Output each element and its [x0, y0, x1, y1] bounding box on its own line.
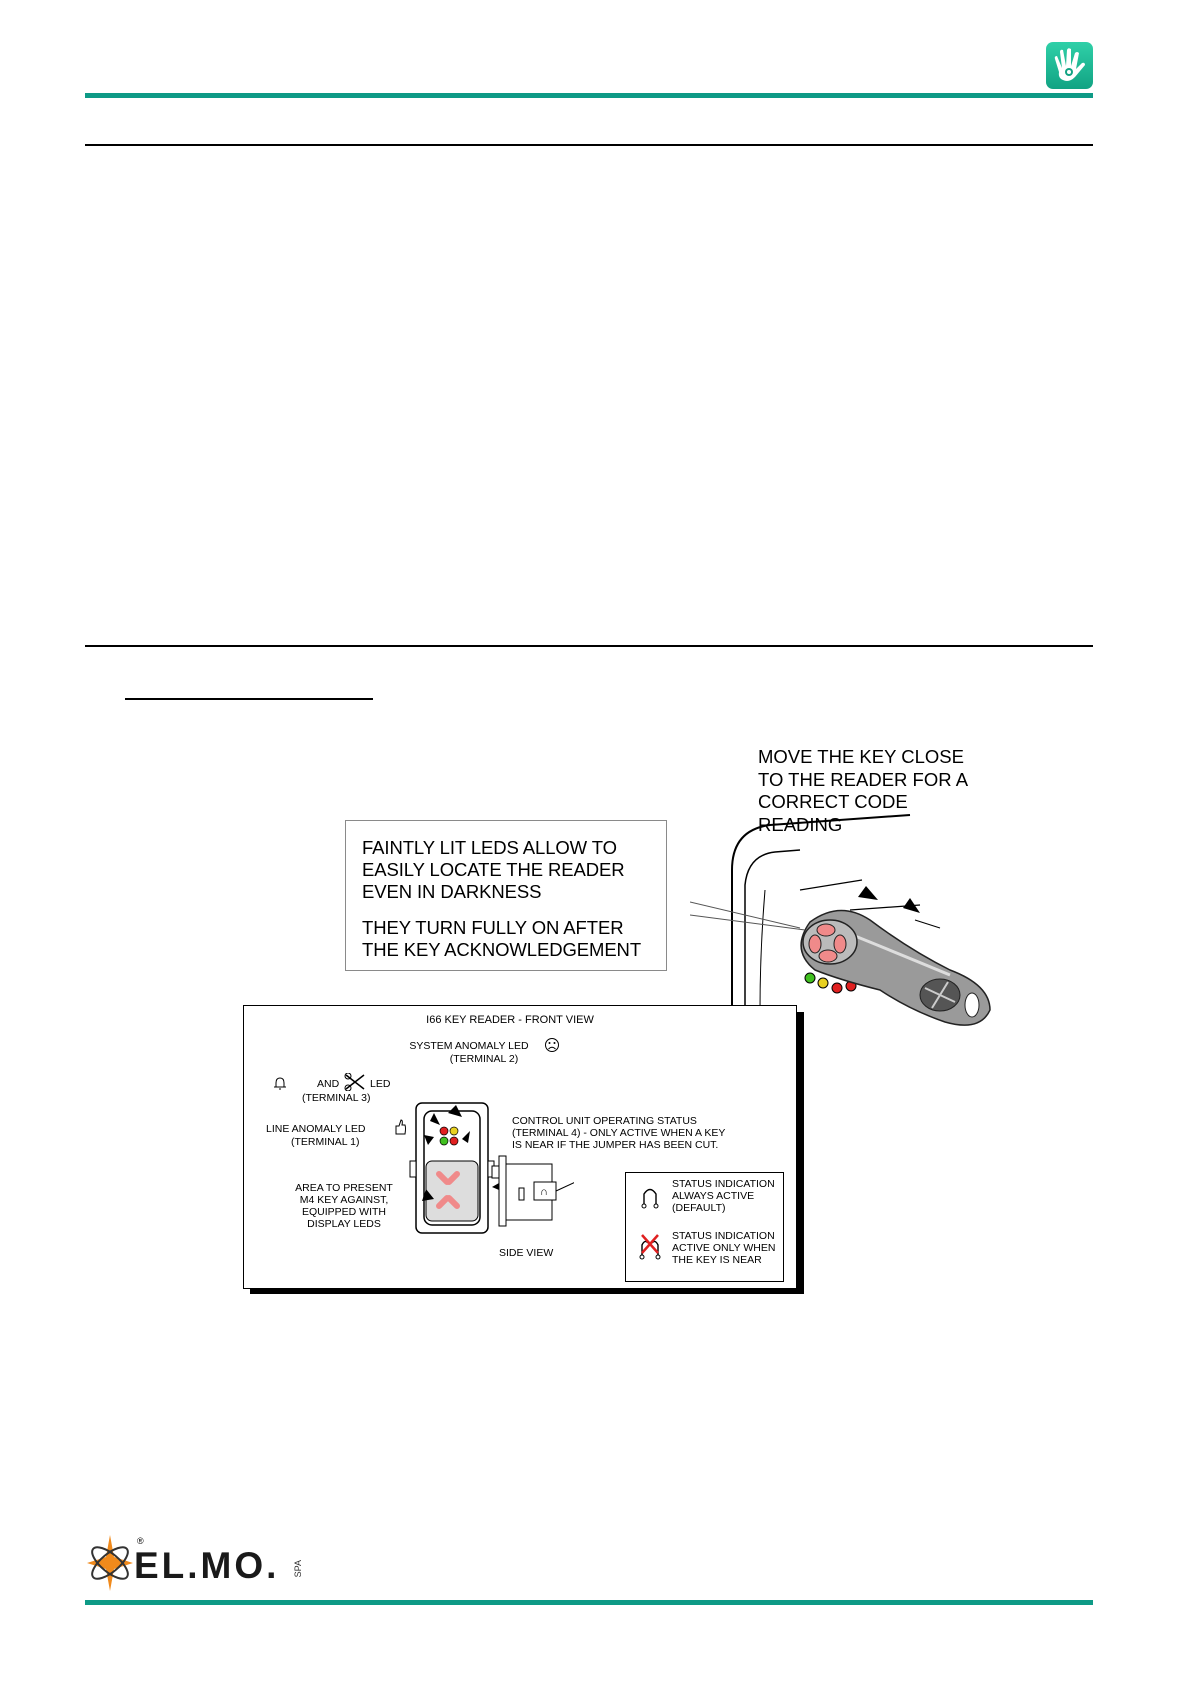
jumper-cut-icon	[636, 1231, 664, 1261]
callout-box	[345, 820, 667, 971]
area-label: AREA TO PRESENT	[295, 1182, 393, 1194]
control-status-line3: IS NEAR IF THE JUMPER HAS BEEN CUT.	[512, 1139, 719, 1151]
terminal-1-label: (TERMINAL 1)	[291, 1136, 360, 1148]
heading-underline	[125, 698, 373, 700]
section-divider-top	[85, 144, 1093, 146]
status-a-line1: STATUS INDICATION	[672, 1178, 775, 1190]
callout-line: EASILY LOCATE THE READER	[362, 859, 625, 880]
area-label-line3: EQUIPPED WITH	[301, 1206, 386, 1218]
status-b-line1: STATUS INDICATION	[672, 1230, 775, 1242]
diagram-title: I66 KEY READER - FRONT VIEW	[426, 1014, 594, 1026]
callout-line: THEY TURN FULLY ON AFTER	[362, 917, 624, 938]
system-anomaly-label: SYSTEM ANOMALY LED	[409, 1040, 529, 1052]
line-anomaly-label: LINE ANOMALY LED	[266, 1123, 366, 1135]
elmo-brand: EL.MO.	[134, 1545, 280, 1586]
callout-line: FAINTLY LIT LEDS ALLOW TO	[362, 837, 617, 858]
hand-logo-icon	[1046, 42, 1093, 89]
elmo-logo-icon	[85, 1533, 135, 1593]
spa-mark: SPA	[293, 1560, 303, 1578]
section-divider-bottom	[85, 645, 1093, 647]
move-key-text: MOVE THE KEY CLOSE TO THE READER FOR A CORRECT CODE READING	[758, 746, 969, 835]
callout-line: THE KEY ACKNOWLEDGEMENT	[362, 939, 642, 960]
status-b-line3: THE KEY IS NEAR	[672, 1254, 762, 1266]
terminal-2-label: (TERMINAL 2)	[449, 1053, 519, 1065]
sad-face-icon	[544, 1037, 560, 1053]
side-view-label: SIDE VIEW	[499, 1247, 554, 1259]
area-label-line2: M4 KEY AGAINST,	[299, 1194, 389, 1206]
callout-line: EVEN IN DARKNESS	[362, 881, 542, 902]
control-status-label: CONTROL UNIT OPERATING STATUS	[512, 1115, 697, 1127]
control-status-line2: (TERMINAL 4) - ONLY ACTIVE WHEN A KEY	[512, 1127, 726, 1139]
svg-text:∩: ∩	[540, 1186, 548, 1198]
registered-mark: ®	[137, 1536, 144, 1546]
jumper-intact-icon	[638, 1185, 662, 1209]
status-b-line2: ACTIVE ONLY WHEN	[672, 1242, 776, 1254]
scissors-icon	[344, 1073, 366, 1091]
led-text: LED	[370, 1078, 391, 1090]
status-legend-box	[625, 1172, 784, 1282]
side-view-drawing	[474, 1146, 574, 1241]
bell-icon	[273, 1076, 287, 1090]
terminal-3-label: (TERMINAL 3)	[302, 1092, 371, 1104]
header-rule	[85, 93, 1093, 98]
area-label-line4: DISPLAY LEDS	[307, 1218, 381, 1230]
status-a-line3: (DEFAULT)	[672, 1202, 726, 1214]
status-a-line2: ALWAYS ACTIVE	[672, 1190, 755, 1202]
footer-rule	[85, 1600, 1093, 1605]
and-text: AND	[317, 1078, 340, 1090]
